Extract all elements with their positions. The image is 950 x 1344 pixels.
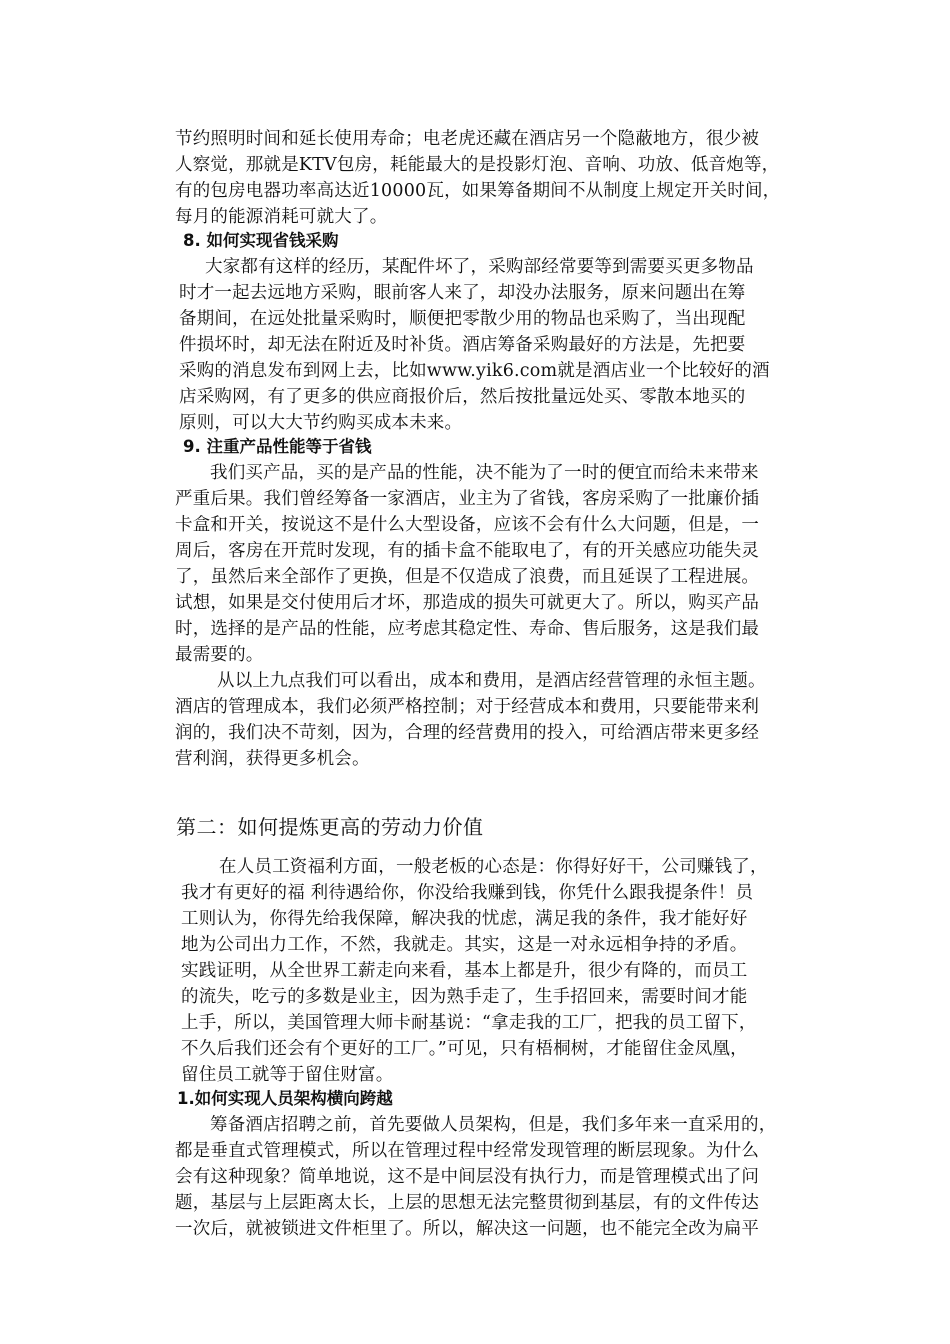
paragraph-line: 人察觉，那就是KTV包房，耗能最大的是投影灯泡、音响、功放、低音炮等， (175, 155, 780, 175)
paragraph-line: 不久后我们还会有个更好的工厂。”可见，只有梧桐树，才能留住金凤凰， (181, 1039, 748, 1059)
section-heading-9: 9. 注重产品性能等于省钱 (183, 437, 372, 456)
paragraph-line: 严重后果。我们曾经筹备一家酒店，业主为了省钱，客房采购了一批廉价插 (175, 489, 760, 509)
paragraph-line: 大家都有这样的经历，某配件坏了，采购部经常要等到需要买更多物品 (205, 257, 754, 277)
paragraph-line: 一次后，就被锁进文件柜里了。所以，解决这一问题，也不能完全改为扁平 (175, 1219, 760, 1239)
paragraph-line: 酒店的管理成本，我们必须严格控制；对于经营成本和费用，只要能带来利 (175, 697, 760, 717)
paragraph-line: 从以上九点我们可以看出，成本和费用，是酒店经营管理的永恒主题。 (217, 671, 766, 691)
paragraph-line: 会有这种现象？简单地说，这不是中间层没有执行力，而是管理模式出了问 (175, 1167, 760, 1187)
paragraph-line: 了，虽然后来全部作了更换，但是不仅造成了浪费，而且延误了工程进展。 (175, 567, 760, 587)
paragraph-line: 节约照明时间和延长使用寿命；电老虎还藏在酒店另一个隐蔽地方，很少被 (175, 129, 760, 149)
paragraph-line: 实践证明，从全世界工薪走向来看，基本上都是升，很少有降的，而员工 (181, 961, 748, 981)
paragraph-line: 我们买产品，买的是产品的性能，决不能为了一时的便宜而给未来带来 (210, 463, 759, 483)
paragraph-line: 题，基层与上层距离太长，上层的思想无法完整贯彻到基层，有的文件传达 (175, 1193, 760, 1213)
paragraph-line: 时，选择的是产品的性能，应考虑其稳定性、寿命、售后服务，这是我们最 (175, 619, 760, 639)
paragraph-line: 的流失，吃亏的多数是业主，因为熟手走了，生手招回来，需要时间才能 (181, 987, 748, 1007)
paragraph-line: 地为公司出力工作，不然，我就走。其实，这是一对永远相争持的矛盾。 (181, 935, 748, 955)
paragraph-line: 采购的消息发布到网上去，比如www.yik6.com就是酒店业一个比较好的酒 (179, 361, 770, 381)
section-heading-8: 8. 如何实现省钱采购 (183, 231, 339, 250)
paragraph-line: 营利润，获得更多机会。 (175, 749, 370, 769)
paragraph-line: 工则认为，你得先给我保障，解决我的忧虑，满足我的条件，我才能好好 (181, 909, 748, 929)
paragraph-line: 备期间，在远处批量采购时，顺便把零散少用的物品也采购了，当出现配 (179, 309, 746, 329)
paragraph-line: 每月的能源消耗可就大了。 (175, 207, 388, 227)
paragraph-line: 原则，可以大大节约购买成本未来。 (179, 413, 463, 433)
paragraph-line: 周后，客房在开荒时发现，有的插卡盒不能取电了，有的开关感应功能失灵 (175, 541, 760, 561)
paragraph-line: 在人员工资福利方面，一般老板的心态是：你得好好干，公司赚钱了， (219, 857, 768, 877)
paragraph-line: 有的包房电器功率高达近10000瓦，如果筹备期间不从制度上规定开关时间， (175, 181, 781, 201)
paragraph-line: 最需要的。 (175, 645, 264, 665)
paragraph-line: 店采购网，有了更多的供应商报价后，然后按批量远处买、零散本地买的 (179, 387, 746, 407)
paragraph-line: 时才一起去远地方采购，眼前客人来了，却没办法服务，原来问题出在筹 (179, 283, 746, 303)
paragraph-line: 件损坏时，却无法在附近及时补货。酒店筹备采购最好的方法是，先把要 (179, 335, 746, 355)
paragraph-line: 卡盒和开关，按说这不是什么大型设备，应该不会有什么大问题，但是，一 (175, 515, 760, 535)
paragraph-line: 筹备酒店招聘之前，首先要做人员架构，但是，我们多年来一直采用的， (210, 1115, 777, 1135)
paragraph-line: 我才有更好的福 利待遇给你，你没给我赚到钱，你凭什么跟我提条件！员 (181, 883, 754, 903)
paragraph-line: 上手，所以，美国管理大师卡耐基说：“拿走我的工厂，把我的员工留下， (181, 1013, 757, 1033)
paragraph-line: 试想，如果是交付使用后才坏，那造成的损失可就更大了。所以，购买产品 (175, 593, 760, 613)
paragraph-line: 留住员工就等于留住财富。 (181, 1065, 394, 1085)
section-title: 第二：如何提炼更高的劳动力价值 (176, 815, 484, 839)
subsection-heading-1: 1.如何实现人员架构横向跨越 (177, 1089, 393, 1108)
paragraph-line: 都是垂直式管理模式，所以在管理过程中经常发现管理的断层现象。为什么 (175, 1141, 760, 1161)
paragraph-line: 润的，我们决不苛刻，因为，合理的经营费用的投入，可给酒店带来更多经 (175, 723, 760, 743)
